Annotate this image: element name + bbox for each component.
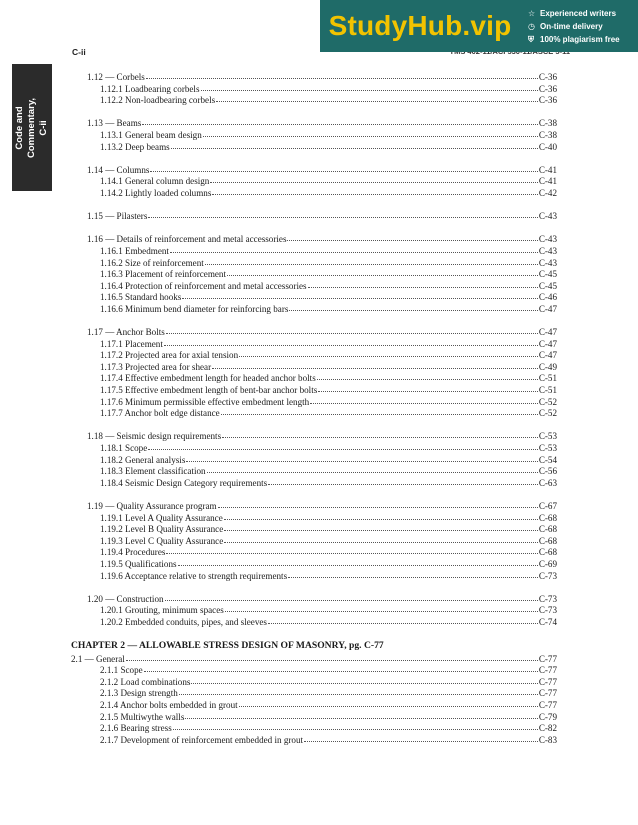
- toc-entry-title: 1.19.4 Procedures: [100, 547, 166, 558]
- dot-leader: [288, 570, 538, 578]
- banner-feature-text: 100% plagiarism free: [540, 34, 620, 44]
- toc-page-number: C-68: [538, 535, 557, 546]
- toc-entry-title: 1.16.6 Minimum bend diameter for reinforcing bars: [100, 303, 289, 314]
- dot-leader: [227, 268, 538, 276]
- toc-entry-title: 1.19.2 Level B Quality Assurance: [100, 524, 224, 535]
- toc-page-number: C-52: [538, 396, 557, 407]
- dot-leader: [308, 280, 538, 288]
- toc-entry: [71, 95, 557, 107]
- toc-entry-title: 2.1.3 Design strength: [100, 688, 178, 699]
- toc-entry-title: 1.12.1 Loadbearing corbels: [100, 83, 200, 94]
- toc-entry-title: 1.16.1 Embedment: [100, 245, 169, 256]
- side-tab: [12, 64, 52, 191]
- banner-feature: [528, 7, 638, 20]
- dot-leader: [178, 558, 538, 566]
- toc-page-number: C-36: [538, 83, 557, 94]
- toc-entry-title: 1.16.2 Size of reinforcement: [100, 257, 204, 268]
- toc-entry-title: 1.16.3 Placement of reinforcement: [100, 269, 227, 280]
- toc-entry-title: 1.13.1 General beam design: [100, 129, 202, 140]
- toc-entry-title: 1.17.4 Effective embedment length for headed anchor bolts: [100, 373, 316, 384]
- studyhub-logo[interactable]: StudyHub.vip: [328, 10, 512, 41]
- toc-page-number: C-46: [538, 292, 557, 303]
- toc-page-number: C-49: [538, 361, 557, 372]
- dot-leader: [239, 699, 538, 707]
- star-icon: ☆: [528, 8, 536, 18]
- toc-page-number: C-51: [538, 385, 557, 396]
- dot-leader: [218, 500, 538, 508]
- toc-entry-title: 1.18 — Seismic design requirements: [87, 431, 222, 442]
- shield-icon: ⛨: [528, 34, 534, 44]
- toc-entry-title: 2.1.1 Scope: [100, 665, 143, 676]
- toc-page-number: C-77: [538, 653, 557, 664]
- toc-entry-title: 1.18.2 General analysis: [100, 454, 186, 465]
- toc-section: [71, 72, 557, 107]
- studyhub-banner[interactable]: [320, 0, 638, 52]
- dot-leader: [225, 604, 538, 612]
- toc-section: [71, 327, 557, 420]
- dot-leader: [239, 349, 538, 357]
- toc-entry-title: 1.14.2 Lightly loaded columns: [100, 187, 212, 198]
- toc-page-number: C-68: [538, 512, 557, 523]
- toc-entry-title: 1.18.4 Seismic Design Category requirements: [100, 477, 268, 488]
- toc-page-number: C-77: [538, 700, 557, 711]
- dot-leader: [205, 257, 538, 265]
- toc-page-number: C-74: [538, 616, 557, 627]
- toc-entry-title: 2.1.7 Development of reinforcement embedded in grout: [100, 734, 304, 745]
- toc-page-number: C-67: [538, 500, 557, 511]
- toc-page-number: C-45: [538, 280, 557, 291]
- dot-leader: [310, 396, 538, 404]
- toc-entry-title: 1.20.1 Grouting, minimum spaces: [100, 605, 224, 616]
- toc-section: [71, 234, 557, 315]
- dot-leader: [164, 338, 538, 346]
- dot-leader: [317, 372, 538, 380]
- banner-features: [520, 7, 638, 46]
- banner-feature: [528, 33, 638, 46]
- toc-entry: [71, 211, 557, 223]
- dot-leader: [171, 141, 538, 149]
- toc-page-number: C-53: [538, 431, 557, 442]
- dot-leader: [148, 442, 538, 450]
- toc-entry: [71, 408, 557, 420]
- toc-entry-title: 1.16 — Details of reinforcement and metal accessories: [87, 234, 287, 245]
- toc-entry-title: 1.19.5 Qualifications: [100, 558, 177, 569]
- dot-leader: [222, 430, 538, 438]
- page-label: C-ii: [72, 47, 86, 57]
- toc-entry: [71, 617, 557, 629]
- dot-leader: [210, 175, 537, 183]
- toc-entry-title: 1.13.2 Deep beams: [100, 141, 170, 152]
- toc-page-number: C-54: [538, 454, 557, 465]
- toc-entry-title: 1.19.6 Acceptance relative to strength requirements: [100, 570, 288, 581]
- dot-leader: [207, 465, 538, 473]
- toc-page-number: C-47: [538, 350, 557, 361]
- toc-section: [71, 165, 557, 200]
- dot-leader: [221, 407, 538, 415]
- toc-entry-title: 1.16.5 Standard hooks: [100, 292, 182, 303]
- toc-entry: [71, 188, 557, 200]
- toc-page-number: C-63: [538, 477, 557, 488]
- toc-entry: [71, 304, 557, 316]
- dot-leader: [216, 94, 538, 102]
- toc-section: [71, 594, 557, 629]
- toc-page-number: C-73: [538, 605, 557, 616]
- toc-entry-title: 1.12 — Corbels: [87, 72, 145, 82]
- toc-page-number: C-36: [538, 95, 557, 106]
- toc-entry-title: 1.17.7 Anchor bolt edge distance: [100, 408, 220, 419]
- clock-icon: ◷: [528, 21, 535, 31]
- toc-entry-title: 1.18.1 Scope: [100, 443, 148, 453]
- toc-page-number: C-42: [538, 187, 557, 198]
- toc-page-number: C-43: [538, 245, 557, 256]
- dot-leader: [268, 477, 538, 485]
- chapter-entries: [71, 654, 557, 747]
- toc-section: [71, 118, 557, 153]
- toc-entry-title: 1.17.2 Projected area for axial tension: [100, 350, 239, 361]
- dot-leader: [191, 676, 537, 684]
- toc-page-number: C-47: [538, 327, 557, 338]
- toc-page-number: C-40: [538, 141, 557, 152]
- toc-page-number: C-53: [538, 443, 557, 453]
- dot-leader: [142, 117, 538, 125]
- dot-leader: [268, 616, 538, 624]
- toc-entry-title: 1.14 — Columns: [87, 164, 150, 175]
- toc-page-number: C-41: [538, 164, 557, 175]
- side-tab-label: Code and Commentary, C-ii: [14, 97, 50, 158]
- toc-page-number: C-47: [538, 303, 557, 314]
- toc-entry-title: 1.16.4 Protection of reinforcement and metal accessories: [100, 280, 307, 291]
- toc-entry-title: 1.20.2 Embedded conduits, pipes, and sleeves: [100, 616, 267, 627]
- toc-page-number: C-77: [538, 665, 557, 676]
- toc-entry-title: 1.17 — Anchor Bolts: [87, 327, 165, 338]
- toc-page-number: C-43: [538, 211, 557, 222]
- toc-entry: [71, 142, 557, 154]
- toc-section: [71, 501, 557, 582]
- toc-page-number: C-38: [538, 118, 557, 129]
- toc-entry: [71, 735, 557, 747]
- dot-leader: [287, 233, 537, 241]
- toc-page-number: C-68: [538, 547, 557, 558]
- toc-section: [71, 431, 557, 489]
- toc-entry-title: 2.1.4 Anchor bolts embedded in grout: [100, 700, 238, 711]
- toc-page-number: C-52: [538, 408, 557, 419]
- toc-entry-title: 1.17.5 Effective embedment length of bent-bar anchor bolts: [100, 385, 318, 396]
- dot-leader: [304, 734, 538, 742]
- banner-feature-text: On-time delivery: [540, 21, 603, 31]
- banner-feature: [528, 20, 638, 33]
- toc-entry-title: 2.1.6 Bearing stress: [100, 723, 172, 734]
- toc-page-number: C-43: [538, 234, 557, 245]
- dot-leader: [179, 687, 538, 695]
- dot-leader: [224, 512, 538, 520]
- toc-entry-title: 1.12.2 Non-loadbearing corbels: [100, 95, 216, 106]
- toc-entry-title: 1.17.3 Projected area for shear: [100, 361, 212, 372]
- toc-page-number: C-51: [538, 373, 557, 384]
- dot-leader: [318, 384, 538, 392]
- dot-leader: [224, 535, 538, 543]
- toc-page-number: C-77: [538, 688, 557, 699]
- toc-entry-title: 2.1.2 Load combinations: [100, 676, 191, 687]
- table-of-contents: [71, 72, 557, 746]
- dot-leader: [186, 454, 537, 462]
- dot-leader: [170, 245, 538, 253]
- toc-entry-title: 1.20 — Construction: [87, 593, 164, 604]
- toc-page-number: C-41: [538, 176, 557, 187]
- toc-entry: [71, 478, 557, 490]
- chapter-heading: CHAPTER 2 — ALLOWABLE STRESS DESIGN OF MASONRY, pg. C-77: [71, 640, 384, 652]
- dot-leader: [144, 664, 538, 672]
- toc-page-number: C-82: [538, 723, 557, 734]
- dot-leader: [185, 711, 537, 719]
- dot-leader: [201, 83, 538, 91]
- dot-leader: [224, 523, 538, 531]
- toc-entry-title: 1.15 — Pilasters: [87, 211, 148, 222]
- dot-leader: [203, 129, 538, 137]
- toc-page-number: C-83: [538, 734, 557, 745]
- dot-leader: [289, 303, 537, 311]
- dot-leader: [173, 722, 538, 730]
- dot-leader: [182, 291, 537, 299]
- toc-entry-title: 2.1 — General: [71, 653, 125, 664]
- toc-entry-title: 1.19.1 Level A Quality Assurance: [100, 512, 223, 523]
- toc-entry-title: 2.1.5 Multiwythe walls: [100, 711, 185, 722]
- toc-page-number: C-68: [538, 524, 557, 535]
- dot-leader: [166, 326, 538, 334]
- toc-page-number: C-73: [538, 593, 557, 604]
- banner-feature-text: Experienced writers: [540, 8, 617, 18]
- toc-entry-title: 1.19.3 Level C Quality Assurance: [100, 535, 224, 546]
- toc-page-number: C-69: [538, 558, 557, 569]
- toc-entry-title: 1.14.1 General column design: [100, 176, 210, 187]
- toc-page-number: C-36: [538, 72, 557, 82]
- dot-leader: [212, 187, 537, 195]
- toc-entry-title: 1.18.3 Element classification: [100, 466, 206, 477]
- dot-leader: [212, 361, 538, 369]
- toc-page-number: C-79: [538, 711, 557, 722]
- toc-page-number: C-45: [538, 269, 557, 280]
- dot-leader: [166, 546, 537, 554]
- toc-entry: [71, 571, 557, 583]
- dot-leader: [150, 164, 537, 172]
- toc-page-number: C-73: [538, 570, 557, 581]
- toc-page-number: C-47: [538, 338, 557, 349]
- dot-leader: [148, 210, 537, 218]
- toc-page-number: C-77: [538, 676, 557, 687]
- toc-entry-title: 1.13 — Beams: [87, 118, 142, 129]
- dot-leader: [126, 653, 538, 661]
- toc-section: [71, 211, 557, 223]
- toc-entry-title: 1.19 — Quality Assurance program: [87, 500, 217, 511]
- toc-entry-title: 1.17.1 Placement: [100, 338, 163, 349]
- toc-page-number: C-38: [538, 129, 557, 140]
- dot-leader: [146, 71, 538, 79]
- toc-page-number: C-56: [538, 466, 557, 477]
- toc-page-number: C-43: [538, 257, 557, 268]
- toc-entry-title: 1.17.6 Minimum permissible effective embedment length: [100, 396, 310, 407]
- dot-leader: [165, 593, 538, 601]
